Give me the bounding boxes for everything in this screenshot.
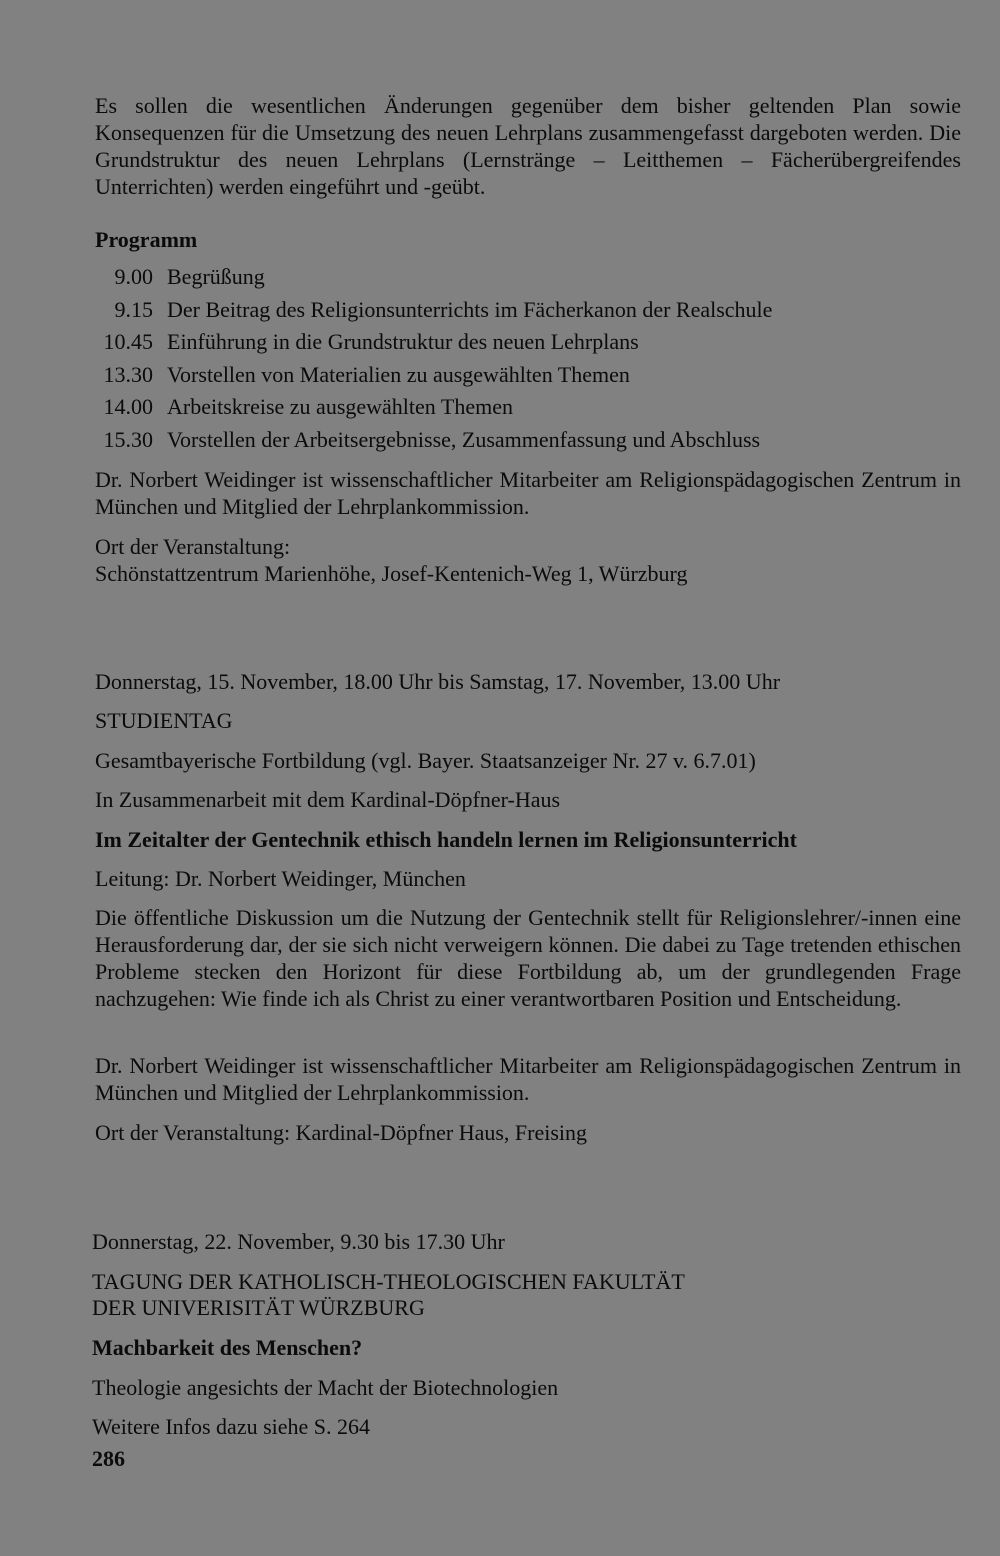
event2-line2: In Zusammenarbeit mit dem Kardinal-Döpfner-Haus: [95, 787, 561, 812]
programm-text: Der Beitrag des Religionsunterrichts im Fächerkanon der Realschule: [167, 296, 773, 322]
event3-type-line2: DER UNIVERISITÄT WÜRZBURG: [92, 1295, 425, 1320]
programm-time: 14.00: [103, 394, 153, 419]
programm-bio: Dr. Norbert Weidinger ist wissenschaftlicher Mitarbeiter am Religionspädagogischen Zentrum in München und Mitglied der Lehrplankommission.: [95, 467, 961, 519]
programm-item: [95, 424, 961, 457]
page-number: 286: [92, 1446, 125, 1471]
programm-location: Schönstattzentrum Marienhöhe, Josef-Kentenich-Weg 1, Würzburg: [95, 561, 688, 586]
event3-type-line1: TAGUNG DER KATHOLISCH-THEOLOGISCHEN FAKULTÄT: [92, 1269, 685, 1294]
programm-item: [95, 391, 961, 424]
event2-date: Donnerstag, 15. November, 18.00 Uhr bis Samstag, 17. November, 13.00 Uhr: [95, 669, 781, 694]
event2-description: Die öffentliche Diskussion um die Nutzung der Gentechnik stellt für Religionslehrer/-innen eine Herausforderung dar, der sie sich nicht verweigern können. Die dabei zu Tage tretenden ethischen Probleme stecken den Horizont für diese Fortbildung ab, um der grundlegenden Frage nachzugehen: Wie finde ich als Christ zu einer verantwortbaren Position und Entscheidung.: [95, 905, 961, 1011]
programm-item: [95, 294, 961, 327]
event2-location: Ort der Veranstaltung: Kardinal-Döpfner Haus, Freising: [95, 1120, 588, 1145]
programm-location-label: Ort der Veranstaltung:: [95, 534, 291, 559]
programm-item: [95, 326, 961, 359]
programm-text: Vorstellen von Materialien zu ausgewählten Themen: [167, 361, 630, 387]
programm-time: 13.30: [103, 361, 153, 387]
event3-date: Donnerstag, 22. November, 9.30 bis 17.30 Uhr: [92, 1229, 505, 1254]
programm-time: 10.45: [103, 329, 153, 354]
programm-time: 9.00: [114, 264, 153, 289]
programm-list: [95, 261, 961, 456]
programm-item: [95, 359, 961, 392]
programm-time: 9.15: [114, 296, 153, 322]
programm-text: Begrüßung: [167, 264, 265, 289]
event2-line1: Gesamtbayerische Fortbildung (vgl. Bayer. Staatsanzeiger Nr. 27 v. 6.7.01): [95, 748, 756, 773]
event2-bio: Dr. Norbert Weidinger ist wissenschaftlicher Mitarbeiter am Religionspädagogischen Zentrum in München und Mitglied der Lehrplankommission.: [95, 1053, 961, 1105]
event2-type: STUDIENTAG: [95, 708, 233, 733]
event2-title: Im Zeitalter der Gentechnik ethisch handeln lernen im Religionsunterricht: [95, 827, 797, 852]
programm-heading: Programm: [95, 227, 198, 252]
event3-subtitle: Theologie angesichts der Macht der Biotechnologien: [92, 1375, 559, 1400]
intro-paragraph: Es sollen die wesentlichen Änderungen gegenüber dem bisher geltenden Plan sowie Konsequenzen für die Umsetzung des neuen Lehrplans zusammengefasst dargeboten werden. Die Grundstruktur des neuen Lehrplans (Lernstränge – Leitthemen – Fächerübergreifendes Unterrichten) werden eingeführt und -geübt.: [95, 93, 961, 199]
programm-time: 15.30: [103, 426, 153, 452]
event3-title: Machbarkeit des Menschen?: [92, 1335, 363, 1360]
programm-text: Vorstellen der Arbeitsergebnisse, Zusammenfassung und Abschluss: [167, 426, 761, 452]
programm-text: Einführung in die Grundstruktur des neuen Lehrplans: [167, 329, 639, 354]
programm-text: Arbeitskreise zu ausgewählten Themen: [167, 394, 513, 419]
event2-leitung: Leitung: Dr. Norbert Weidinger, München: [95, 866, 466, 891]
programm-item: [95, 261, 961, 294]
event3-info: Weitere Infos dazu siehe S. 264: [92, 1414, 371, 1439]
